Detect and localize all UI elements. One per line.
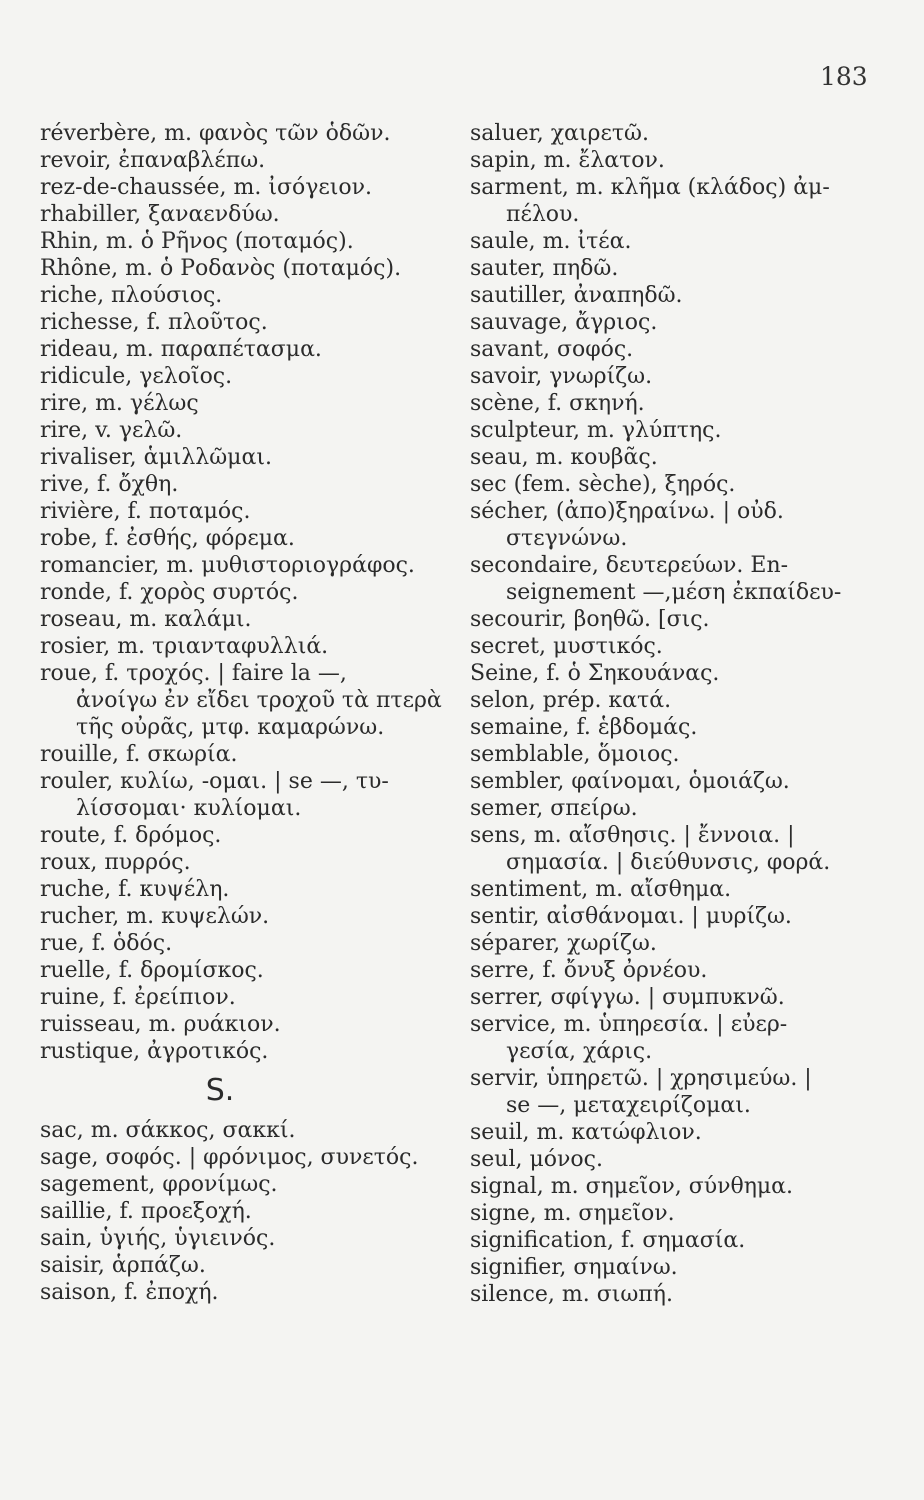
dictionary-entry: sauter, πηδῶ.	[470, 256, 619, 281]
dictionary-entry: sec (fem. sèche), ξηρός.	[470, 472, 736, 497]
dictionary-entry: séparer, χωρίζω.	[470, 931, 657, 956]
dictionary-entry: signification, f. σημασία.	[470, 1228, 746, 1253]
left-column	[40, 120, 460, 1306]
dictionary-entry: rue, f. ὁδός.	[40, 931, 173, 956]
dictionary-entry-continuation: λίσσομαι· κυλίομαι.	[76, 796, 302, 821]
dictionary-entry: serrer, σφίγγω. | συμπυκνῶ.	[470, 985, 785, 1010]
dictionary-entry: seuil, m. κατώφλιον.	[470, 1120, 702, 1145]
dictionary-entry: rire, m. γέλως	[40, 391, 199, 416]
dictionary-entry: saule, m. ἰτέα.	[470, 229, 632, 254]
dictionary-entry: secondaire, δευτερεύων. En-	[470, 553, 789, 578]
dictionary-entry: servir, ὑπηρετῶ. | χρησιμεύω. |	[470, 1066, 812, 1091]
dictionary-entry: rivaliser, ἁμιλλῶμαι.	[40, 445, 272, 470]
dictionary-entry: ridicule, γελοῖος.	[40, 364, 233, 389]
dictionary-entry-continuation: ἀνοίγω ἐν εἴδει τροχοῦ τὰ πτερὰ	[76, 688, 442, 713]
dictionary-entry: rouler, κυλίω, -ομαι. | se —, τυ-	[40, 769, 389, 794]
dictionary-entry: sarment, m. κλῆμα (κλάδος) ἀμ-	[470, 175, 830, 200]
dictionary-entry: sauvage, ἄγριος.	[470, 310, 658, 335]
dictionary-entry: roux, πυρρός.	[40, 850, 191, 875]
dictionary-entry: selon, prép. κατά.	[470, 688, 672, 713]
dictionary-entry: sain, ὑγιής, ὑγιεινός.	[40, 1226, 276, 1251]
dictionary-entry: ronde, f. χορὸς συρτός.	[40, 580, 299, 605]
dictionary-entry: signal, m. σημεῖον, σύνθημα.	[470, 1174, 794, 1199]
dictionary-entry: réverbère, m. φανὸς τῶν ὁδῶν.	[40, 121, 391, 146]
dictionary-entry: route, f. δρόμος.	[40, 823, 222, 848]
dictionary-entry: saillie, f. προεξοχή.	[40, 1199, 252, 1224]
dictionary-entry: semaine, f. ἑβδομάς.	[470, 715, 698, 740]
dictionary-entry: Rhône, m. ὁ Ροδανὸς (ποταμός).	[40, 256, 402, 281]
dictionary-entry: secourir, βοηθῶ. [σις.	[470, 607, 710, 632]
dictionary-entry: signe, m. σημεῖον.	[470, 1201, 675, 1226]
dictionary-entry: serre, f. ὄνυξ ὀρνέου.	[470, 958, 708, 983]
dictionary-entry: seul, μόνος.	[470, 1147, 603, 1172]
dictionary-entry: sentiment, m. αἴσθημα.	[470, 877, 732, 902]
dictionary-entry: sautiller, ἀναπηδῶ.	[470, 283, 683, 308]
dictionary-entry: semblable, ὅμοιος.	[470, 742, 680, 767]
dictionary-entry: service, m. ὑπηρεσία. | εὐερ-	[470, 1012, 788, 1037]
dictionary-entry: sapin, m. ἔλατον.	[470, 148, 665, 173]
dictionary-entry: rive, f. ὄχθη.	[40, 472, 179, 497]
dictionary-entry: rivière, f. ποταμός.	[40, 499, 251, 524]
dictionary-entry: silence, m. σιωπή.	[470, 1282, 673, 1307]
dictionary-entry-continuation: se —, μεταχειρίζομαι.	[506, 1093, 751, 1118]
dictionary-entry-continuation: γεσία, χάρις.	[506, 1039, 653, 1064]
dictionary-entry: semer, σπείρω.	[470, 796, 638, 821]
dictionary-entry: rouille, f. σκωρία.	[40, 742, 238, 767]
dictionary-entry: ruine, f. ἐρείπιον.	[40, 985, 236, 1010]
dictionary-entry-continuation: πέλου.	[506, 202, 580, 227]
dictionary-entry-continuation: τῆς οὐρᾶς, μτφ. καμαρώνω.	[76, 715, 385, 740]
dictionary-entry: rire, v. γελῶ.	[40, 418, 183, 443]
dictionary-entry: saisir, ἁρπάζω.	[40, 1253, 206, 1278]
dictionary-entry: rucher, m. κυψελών.	[40, 904, 270, 929]
page-number: 183	[820, 62, 868, 91]
dictionary-entry: ruisseau, m. ρυάκιον.	[40, 1012, 281, 1037]
dictionary-entry: savoir, γνωρίζω.	[470, 364, 653, 389]
dictionary-entry: sens, m. αἴσθησις. | ἔννοια. |	[470, 823, 795, 848]
dictionary-entry: rideau, m. παραπέτασμα.	[40, 337, 322, 362]
dictionary-entry: signifier, σημαίνω.	[470, 1255, 678, 1280]
dictionary-entry: rhabiller, ξαναενδύω.	[40, 202, 280, 227]
dictionary-entry: revoir, ἐπαναβλέπω.	[40, 148, 266, 173]
dictionary-entry: sembler, φαίνομαι, ὁμοιάζω.	[470, 769, 790, 794]
dictionary-entry: sage, σοφός. | φρόνιμος, συνετός.	[40, 1145, 419, 1170]
section-heading: S.	[205, 1073, 235, 1108]
dictionary-entry: riche, πλούσιος.	[40, 283, 223, 308]
dictionary-entry: saison, f. ἐποχή.	[40, 1280, 219, 1305]
dictionary-entry: ruelle, f. δρομίσκος.	[40, 958, 264, 983]
dictionary-entry: seau, m. κουβᾶς.	[470, 445, 658, 470]
dictionary-entry: sac, m. σάκκος, σακκί.	[40, 1118, 296, 1143]
dictionary-entry: sagement, φρονίμως.	[40, 1172, 278, 1197]
dictionary-entry: roue, f. τροχός. | faire la —,	[40, 661, 347, 686]
dictionary-entry: roseau, m. καλάμι.	[40, 607, 252, 632]
dictionary-entry: richesse, f. πλοῦτος.	[40, 310, 268, 335]
dictionary-entry: romancier, m. μυθιστοριογράφος.	[40, 553, 415, 578]
dictionary-entry: sentir, αἰσθάνομαι. | μυρίζω.	[470, 904, 792, 929]
dictionary-entry-continuation: στεγνώνω.	[506, 526, 628, 551]
right-column	[470, 120, 910, 1308]
dictionary-entry: rustique, ἀγροτικός.	[40, 1039, 269, 1064]
dictionary-entry: scène, f. σκηνή.	[470, 391, 645, 416]
dictionary-entry: sécher, (ἀπο)ξηραίνω. | οὐδ.	[470, 499, 784, 524]
dictionary-entry-continuation: seignement —,μέση ἐκπαίδευ-	[506, 580, 842, 605]
dictionary-entry: saluer, χαιρετῶ.	[470, 121, 649, 146]
dictionary-entry-continuation: σημασία. | διεύθυνσις, φορά.	[506, 850, 831, 875]
dictionary-entry: sculpteur, m. γλύπτης.	[470, 418, 722, 443]
dictionary-entry: ruche, f. κυψέλη.	[40, 877, 230, 902]
dictionary-entry: secret, μυστικός.	[470, 634, 663, 659]
dictionary-entry: Seine, f. ὁ Σηκουάνας.	[470, 661, 720, 686]
dictionary-entry: rez-de-chaussée, m. ἰσόγειον.	[40, 175, 372, 200]
dictionary-entry: savant, σοφός.	[470, 337, 634, 362]
dictionary-entry: robe, f. ἐσθής, φόρεμα.	[40, 526, 295, 551]
dictionary-entry: rosier, m. τριανταφυλλιά.	[40, 634, 329, 659]
dictionary-entry: Rhin, m. ὁ Ρῆνος (ποταμός).	[40, 229, 354, 254]
